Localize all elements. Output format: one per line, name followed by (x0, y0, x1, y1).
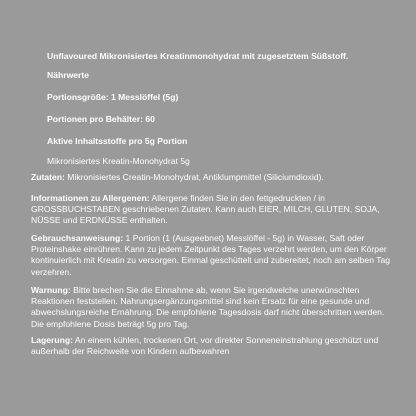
usage-section (31, 233, 393, 278)
storage-section (31, 335, 393, 357)
allergen-text: Allergene finden Sie in den fettgedruckten / in GROSSBUCHSTABEN geschriebenen Zutaten. Kann auch EIER, MILCH, GLUTEN, SOJA, NÜSSE und ERDNÜSSE enthalten. (31, 193, 380, 226)
allergen-section (31, 193, 393, 227)
active-ingredients-heading: Aktive Inhaltsstoffe pro 5g Portion (47, 136, 188, 146)
ingredients-section (31, 172, 393, 183)
ingredients-text: Mikronisiertes Creatin-Monohydrat, Antiklumpmittel (Siliciumdioxid). (64, 172, 324, 182)
active-ingredient: Mikronisiertes Kreatin-Monohydrat 5g (47, 156, 190, 166)
usage-label: Gebrauchsanweisung: (31, 233, 124, 243)
ingredients-label: Zutaten: (31, 172, 65, 182)
storage-text: An einem kühlen, trockenen Ort, vor direkter Sonneneinstrahlung geschützt und außerhalb der Reichweite von Kindern aufbewahren (31, 335, 379, 357)
serving-size: Portionsgröße: 1 Messlöffel (5g) (47, 92, 179, 102)
nutrition-heading: Nährwerte (47, 70, 90, 80)
usage-text: 1 Portion (1 (Ausgeebnet) Messlöffel - 5g) in Wasser, Saft oder Proteinshake einrühren. Kann zu jedem Zeitpunkt des Tages verzehrt werden, um den Körper kontinuierlich mit Kreatin zu versorgen. Einmal geschüttelt und zubereitet, noch am selben Tag verzehren. (31, 233, 391, 277)
product-title: Unflavoured Mikronisiertes Kreatinmonohydrat mit zugesetztem Süßstoff. (47, 51, 349, 61)
allergen-label: Informationen zu Allergenen: (31, 193, 150, 203)
warning-label: Warnung: (31, 285, 71, 295)
servings-per-container: Portionen pro Behälter: 60 (47, 114, 155, 124)
warning-text: Bitte brechen Sie die Einnahme ab, wenn Sie irgendwelche unerwünschten Reaktionen feststellen. Nahrungsergänzungsmittel sind kein Ersatz für eine gesunde und abwechslungsreiche Ernährung. Die empfohlene Tagesdosis darf nicht überschritten werden. Die empfohlene Dosis beträgt 5g pro Tag. (31, 285, 385, 329)
warning-section (31, 285, 393, 330)
storage-label: Lagerung: (31, 335, 74, 345)
